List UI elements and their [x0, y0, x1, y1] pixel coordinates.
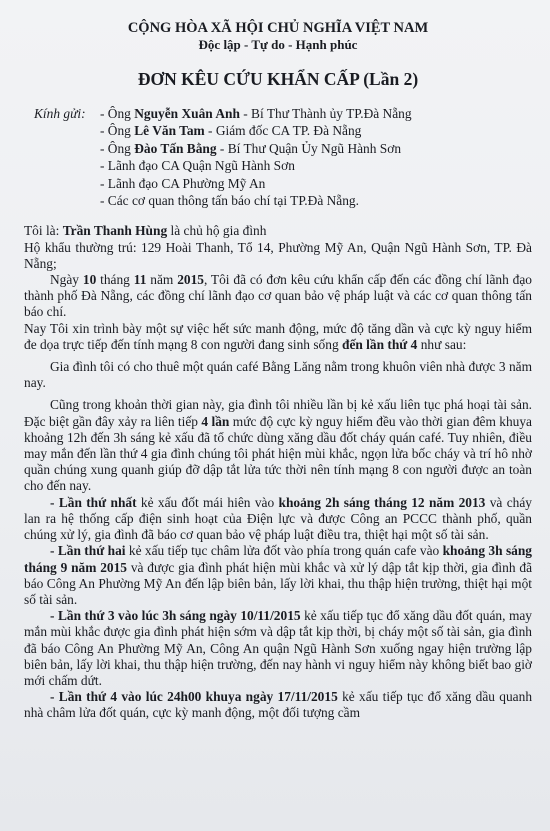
- recipient-name: Đào Tấn Bằng: [134, 140, 217, 156]
- recipient-line: [34, 105, 532, 122]
- sender-name: Trần Thanh Hùng: [62, 223, 168, 239]
- paragraph-previous-petition: [24, 272, 532, 321]
- sender-label: Tôi là:: [24, 223, 63, 239]
- incident-4: [24, 689, 532, 721]
- recipient-text: - Lãnh đạo CA Quận Ngũ Hành Sơn: [100, 158, 295, 174]
- text-run: đến lần thứ 4: [342, 336, 418, 352]
- incident-label: Lần thứ 4 vào lúc 24h00 khuya ngày 17/11/2015: [58, 689, 338, 705]
- text-run: 4 lần: [201, 413, 230, 429]
- recipient-line: [34, 122, 532, 139]
- text-run: khoảng 2h sáng tháng 12 năm 2013: [278, 494, 486, 510]
- text-run: 11: [133, 272, 147, 288]
- text-run: 2015: [177, 272, 204, 288]
- text-run: kẻ xấu tiếp tục đổ xăng dầu quanh nhà châm lửa đốt quán, cực kỳ manh động, một đối tượng cầm: [24, 689, 533, 721]
- incident-2: [24, 543, 532, 608]
- residence-line: Hộ khẩu thường trú: 129 Hoài Thanh, Tổ 14, Phường Mỹ An, Quận Ngũ Hành Sơn, TP. Đà Nẵng;: [24, 239, 532, 271]
- recipient-prefix: - Ông: [100, 140, 135, 156]
- incident-label: Lần thứ 3 vào lúc 3h sáng ngày 10/11/2015: [57, 608, 301, 624]
- paragraph-cafe: Gia đình tôi có cho thuê một quán café Bằng Lăng nằm trong khuôn viên nhà được 3 năm nay.: [24, 359, 532, 391]
- document-title: ĐƠN KÊU CỨU KHẨN CẤP (Lần 2): [137, 69, 419, 89]
- text-run: năm: [146, 272, 178, 288]
- document-body: [24, 223, 532, 721]
- recipient-role: - Bí Thư Thành ủy TP.Đà Nẵng: [239, 106, 412, 121]
- recipient-prefix: - Ông: [100, 106, 135, 121]
- recipient-role: - Bí Thư Quận Ủy Ngũ Hành Sơn: [216, 140, 402, 156]
- text-run: tháng: [96, 272, 134, 288]
- incident-3: [24, 608, 532, 689]
- recipient-role: - Giám đốc CA TP. Đà Nẵng: [204, 123, 362, 139]
- recipient-line: [34, 175, 532, 192]
- text-run: 10: [82, 272, 97, 288]
- text-run: -: [50, 608, 58, 624]
- text-run: khoảng 3h sáng tháng 9 năm 2015: [24, 543, 532, 575]
- national-title: CỘNG HÒA XÃ HỘI CHỦ NGHĨA VIỆT NAM: [127, 20, 429, 36]
- text-run: Ngày: [50, 272, 83, 288]
- text-run: -: [50, 494, 59, 510]
- recipients-label: Kính gửi:: [34, 106, 86, 121]
- paragraph-statement: [24, 321, 532, 353]
- text-run: mức độ cực kỳ nguy hiểm đều vào thời gian đêm khuya khoảng 12h đến 3h sáng kẻ xấu đã tổ chức dùng xăng dầu đốt cháy quán café. Tuy nhiên, điều may mắn đến lần thứ 4 gia đình chúng tôi phát hiện mùi khắc, ngọn lửa bốc cháy và trí hô nhờ quần chúng xung quanh giúp đỡ dập tắt lửa tức thời nên tính mạng 8 con người được an toàn cho đến nay.: [24, 413, 532, 494]
- text-run: kẻ xấu tiếp tục châm lửa đốt vào phía trong quán cafe vào: [125, 543, 443, 559]
- text-run: -: [50, 543, 58, 559]
- recipient-text: - Lãnh đạo CA Phường Mỹ An: [100, 175, 266, 191]
- text-run: -: [50, 689, 59, 705]
- recipients-block: [34, 105, 532, 209]
- sender-line: [24, 223, 532, 239]
- recipient-name: Lê Văn Tam: [134, 123, 205, 139]
- incident-label: Lần thứ nhất: [58, 494, 137, 510]
- recipient-line: [34, 192, 532, 209]
- text-run: Nay Tôi xin trình bày một sự việc hết sức manh động, mức độ tăng dần và cực kỳ nguy hiểm đe dọa trực tiếp đến tính mạng 8 con người đang sinh sống: [24, 320, 532, 352]
- recipient-text: - Các cơ quan thông tấn báo chí tại TP.Đà Nẵng.: [100, 193, 359, 209]
- incident-1: [24, 495, 532, 544]
- paragraph-harassment: [24, 397, 532, 494]
- text-run: kẻ xấu đốt mái hiên vào: [136, 494, 279, 510]
- text-run: , Tôi đã có đơn kêu cứu khẩn cấp đến các đồng chí lãnh đạo thành phố Đà Nẵng, các đồng chí lãnh đạo cơ quan bảo vệ pháp luật và các cơ quan thông tấn báo chí.: [24, 272, 533, 320]
- text-run: kẻ xấu tiếp tục đổ xăng dầu đốt quán, may mắn mùi khắc được gia đình phát hiện sớm và dập tắt kịp thời, bị cháy một số tài sản, gia đình đã báo Công An Phường Mỹ An, Công An quận Ngũ Hành Sơn xuống ngay hiện trường lập biên bản, lấy lời khai, thu thập hiện trường, đến nay hành vi nguy hiểm này không biết bao giờ mới chấm dứt.: [24, 608, 532, 688]
- incident-label: Lần thứ hai: [57, 543, 126, 559]
- text-run: như sau:: [417, 336, 467, 352]
- recipient-name: Nguyễn Xuân Anh: [134, 106, 240, 121]
- text-run: và được gia đình phát hiện mùi khắc và xử lý dập tắt kịp thời, gia đình đã báo Công An Phường Mỹ An đến lập biên bản, lấy lời khai, thu thập hiện trường, thiệt hại một số tài sản.: [24, 559, 533, 607]
- sender-role: là chủ hộ gia đình: [167, 223, 267, 239]
- recipient-line: [34, 157, 532, 174]
- national-motto: Độc lập - Tự do - Hạnh phúc: [198, 37, 358, 52]
- text-run: và cháy lan ra hệ thống cấp điện sinh hoạt của Điện lực và được Công an PCCC thành phố, quần chúng xử lý, gia đình đã báo cơ quan bảo vệ pháp luật điều tra, thiệt hại một số tài sản.: [24, 494, 532, 543]
- recipient-prefix: - Ông: [100, 123, 135, 139]
- recipient-line: [34, 140, 532, 157]
- text-run: Cũng trong khoản thời gian này, gia đình tôi nhiều lần bị kẻ xấu liên tục phá hoại tài sản. Đặc biệt gần đây xảy ra liên tiếp: [24, 397, 532, 429]
